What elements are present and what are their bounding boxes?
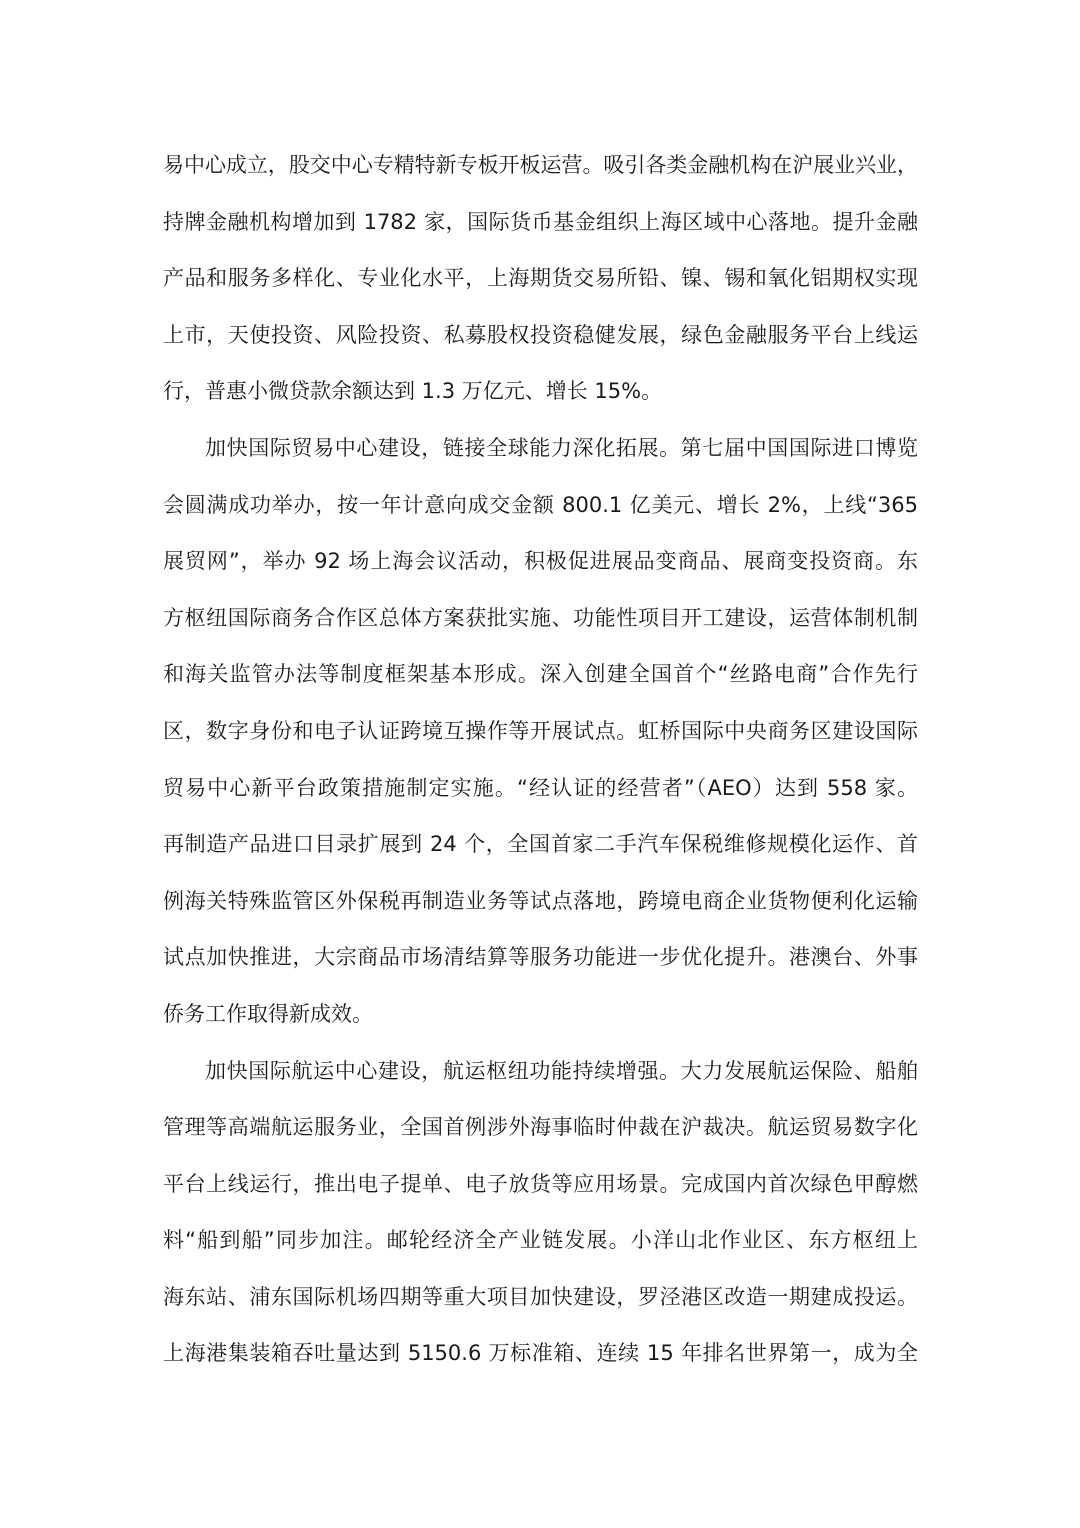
text-line: 展贸网”，举办 92 场上海会议活动，积极促进展品变商品、展商变投资商。东 xyxy=(163,549,918,574)
paragraph-finance xyxy=(163,137,918,420)
text-line: 侨务工作取得新成效。 xyxy=(163,1001,373,1026)
text-line: 产品和服务多样化、专业化水平，上海期货交易所铅、镍、锡和氧化铝期权实现 xyxy=(163,266,918,291)
text-line: 加快国际航运中心建设，航运枢纽功能持续增强。大力发展航运保险、船舶 xyxy=(205,1058,918,1083)
text-line: 料“船到船”同步加注。邮轮经济全产业链发展。小洋山北作业区、东方枢纽上 xyxy=(163,1228,918,1253)
text-line: 区，数字身份和电子认证跨境互操作等开展试点。虹桥国际中央商务区建设国际 xyxy=(163,718,918,743)
text-line: 例海关特殊监管区外保税再制造业务等试点落地，跨境电商企业货物便利化运输 xyxy=(163,888,918,913)
text-line: 管理等高端航运服务业，全国首例涉外海事临时仲裁在沪裁决。航运贸易数字化 xyxy=(163,1115,918,1140)
text-line: 上市，天使投资、风险投资、私募股权投资稳健发展，绿色金融服务平台上线运 xyxy=(163,322,918,347)
text-line: 试点加快推进，大宗商品市场清结算等服务功能进一步优化提升。港澳台、外事 xyxy=(163,945,918,970)
text-line: 会圆满成功举办，按一年计意向成交金额 800.1 亿美元、增长 2%，上线“365 xyxy=(163,492,918,517)
paragraph-trade xyxy=(163,420,918,1043)
text-line: 平台上线运行，推出电子提单、电子放货等应用场景。完成国内首次绿色甲醇燃 xyxy=(163,1171,918,1196)
text-line: 持牌金融机构增加到 1782 家，国际货币基金组织上海区域中心落地。提升金融 xyxy=(163,209,918,234)
text-line: 易中心成立，股交中心专精特新专板开板运营。吸引各类金融机构在沪展业兴业， xyxy=(163,153,918,177)
text-line: 加快国际贸易中心建设，链接全球能力深化拓展。第七届中国国际进口博览 xyxy=(205,435,918,460)
text-line: 上海港集装箱吞吐量达到 5150.6 万标准箱、连续 15 年排名世界第一，成为全 xyxy=(163,1341,918,1366)
paragraph-shipping xyxy=(163,1043,918,1383)
text-line: 和海关监管办法等制度框架基本形成。深入创建全国首个“丝路电商”合作先行 xyxy=(163,662,918,687)
text-line: 行，普惠小微贷款余额达到 1.3 万亿元、增长 15%。 xyxy=(163,379,663,404)
text-line: 再制造产品进口目录扩展到 24 个，全国首家二手汽车保税维修规模化运作、首 xyxy=(163,832,918,857)
text-line: 方枢纽国际商务合作区总体方案获批实施、功能性项目开工建设，运营体制机制 xyxy=(163,605,918,630)
text-line: 贸易中心新平台政策措施制定实施。“经认证的经营者”（AEO）达到 558 家。 xyxy=(163,775,918,800)
body-text xyxy=(163,137,918,1382)
text-line: 海东站、浦东国际机场四期等重大项目加快建设，罗泾港区改造一期建成投运。 xyxy=(163,1284,918,1309)
